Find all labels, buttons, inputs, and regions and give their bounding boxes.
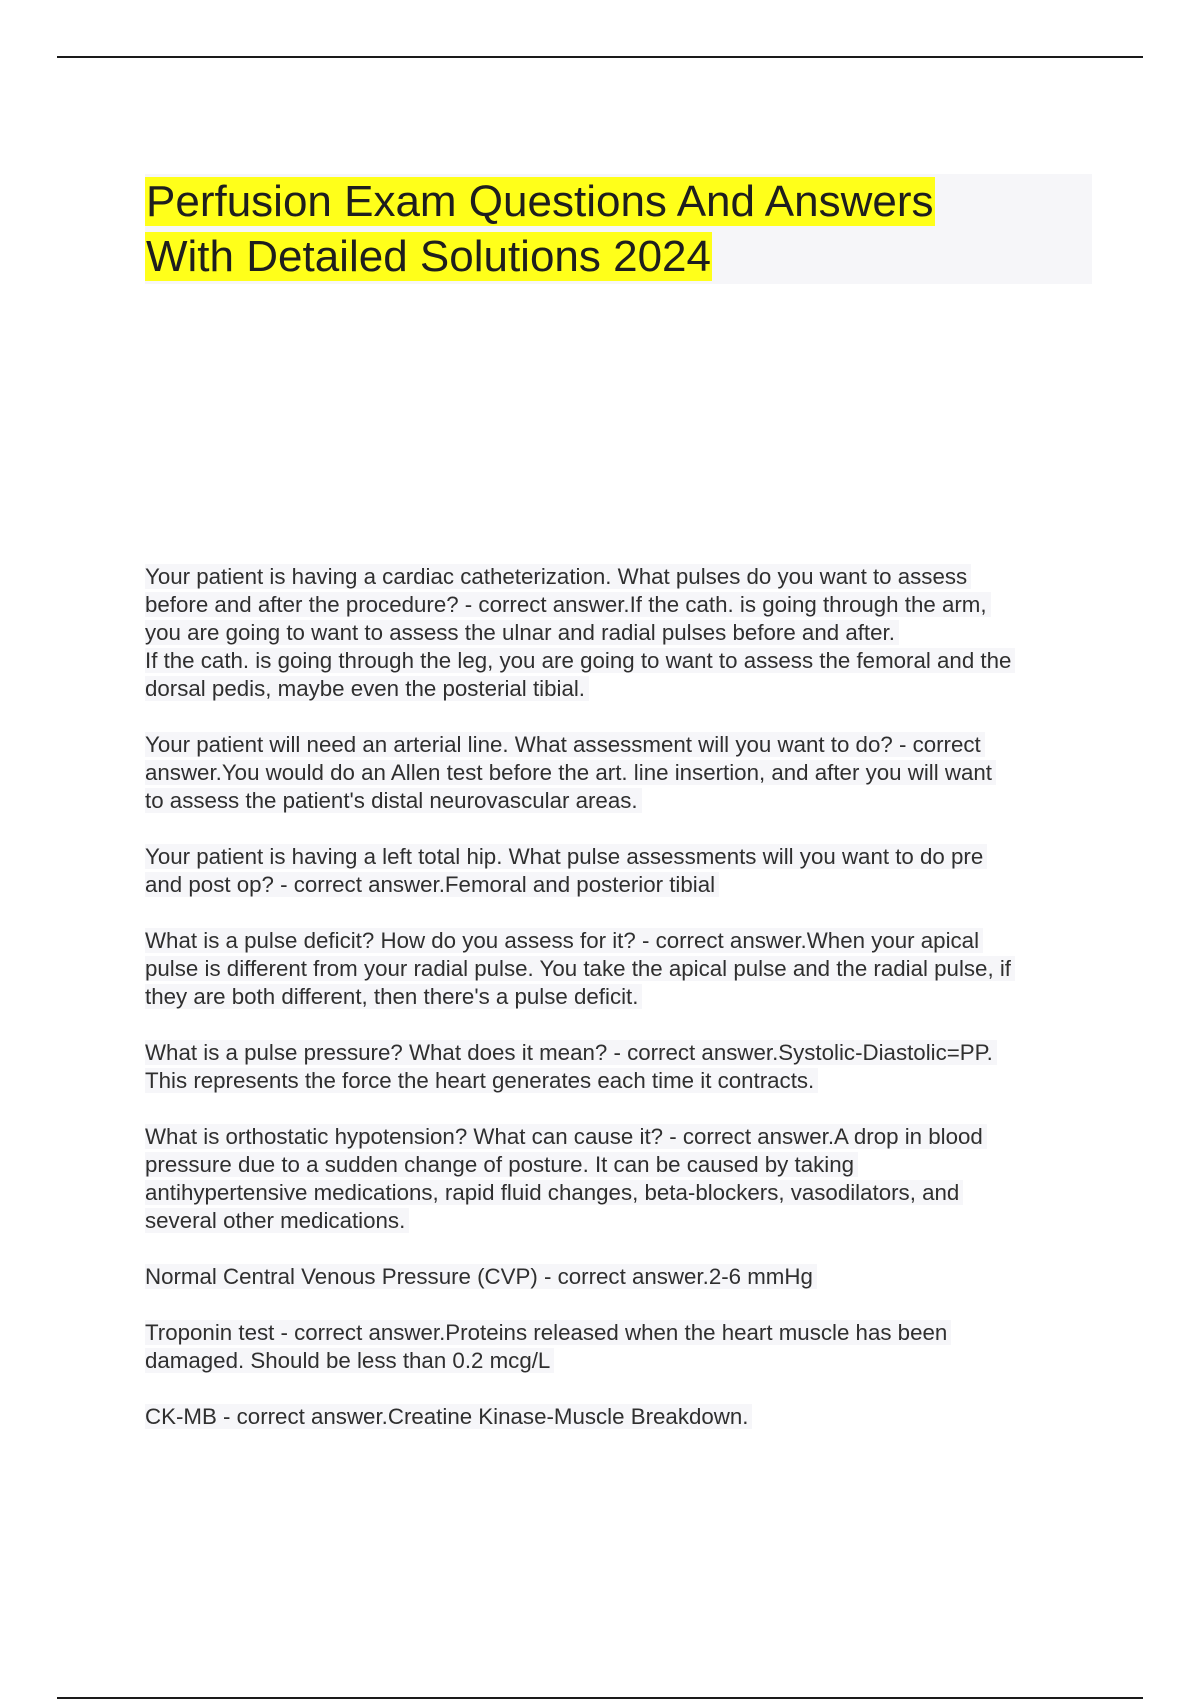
page-title [145, 174, 1092, 284]
qa-entry [145, 563, 1095, 703]
qa-line [145, 1347, 1095, 1375]
qa-line [145, 1263, 1095, 1291]
qa-line [145, 759, 1095, 787]
qa-line [145, 619, 1095, 647]
qa-line [145, 1319, 1095, 1347]
qa-line-text: several other medications. [145, 1208, 409, 1233]
qa-line-text: before and after the procedure? - correct answer.If the cath. is going through the arm, [145, 592, 991, 617]
qa-line [145, 1067, 1095, 1095]
qa-line-text: This represents the force the heart generates each time it contracts. [145, 1068, 818, 1093]
qa-line [145, 675, 1095, 703]
title-block [145, 174, 1092, 284]
qa-line-text: pulse is different from your radial pulse. You take the apical pulse and the radial pulse, if [145, 956, 1015, 981]
qa-line-text: answer.You would do an Allen test before the art. line insertion, and after you will want [145, 760, 996, 785]
qa-entry [145, 1123, 1095, 1235]
qa-line-text: Troponin test - correct answer.Proteins released when the heart muscle has been [145, 1320, 951, 1345]
header-rule [57, 56, 1143, 58]
qa-line-text: Your patient is having a left total hip. What pulse assessments will you want to do pre [145, 844, 987, 869]
qa-entry [145, 927, 1095, 1011]
qa-line [145, 647, 1095, 675]
qa-line [145, 955, 1095, 983]
qa-line-text: antihypertensive medications, rapid fluid changes, beta-blockers, vasodilators, and [145, 1180, 963, 1205]
footer-rule [57, 1697, 1143, 1699]
qa-line [145, 1207, 1095, 1235]
qa-entry [145, 1039, 1095, 1095]
qa-line [145, 1403, 1095, 1431]
qa-line [145, 1179, 1095, 1207]
qa-entry [145, 843, 1095, 899]
qa-line-text: damaged. Should be less than 0.2 mcg/L [145, 1348, 554, 1373]
qa-line-text: CK-MB - correct answer.Creatine Kinase-Muscle Breakdown. [145, 1404, 752, 1429]
qa-line [145, 927, 1095, 955]
title-line-2: With Detailed Solutions 2024 [146, 232, 711, 281]
qa-line-text: Normal Central Venous Pressure (CVP) - correct answer.2-6 mmHg [145, 1264, 817, 1289]
qa-line-text: they are both different, then there's a pulse deficit. [145, 984, 642, 1009]
qa-line-text: What is orthostatic hypotension? What can cause it? - correct answer.A drop in blood [145, 1124, 987, 1149]
qa-line [145, 1039, 1095, 1067]
qa-entry [145, 1263, 1095, 1291]
qa-line-text: and post op? - correct answer.Femoral and posterior tibial [145, 872, 719, 897]
title-line-1: Perfusion Exam Questions And Answers [146, 177, 934, 226]
qa-line-text: dorsal pedis, maybe even the posterial tibial. [145, 676, 589, 701]
qa-line-text: What is a pulse deficit? How do you assess for it? - correct answer.When your apical [145, 928, 983, 953]
qa-line [145, 843, 1095, 871]
qa-line-text: What is a pulse pressure? What does it mean? - correct answer.Systolic-Diastolic=PP. [145, 1040, 997, 1065]
qa-line-text: Your patient will need an arterial line. What assessment will you want to do? - correct [145, 732, 985, 757]
qa-line-text: to assess the patient's distal neurovascular areas. [145, 788, 642, 813]
qa-line [145, 871, 1095, 899]
qa-list [145, 563, 1095, 1459]
qa-entry [145, 1319, 1095, 1375]
qa-line [145, 731, 1095, 759]
qa-line-text: Your patient is having a cardiac catheterization. What pulses do you want to assess [145, 564, 971, 589]
qa-line [145, 787, 1095, 815]
qa-line [145, 591, 1095, 619]
qa-line [145, 563, 1095, 591]
qa-line-text: If the cath. is going through the leg, you are going to want to assess the femoral and the [145, 648, 1015, 673]
qa-entry [145, 731, 1095, 815]
qa-line [145, 983, 1095, 1011]
qa-line [145, 1151, 1095, 1179]
qa-line-text: pressure due to a sudden change of posture. It can be caused by taking [145, 1152, 858, 1177]
qa-line [145, 1123, 1095, 1151]
qa-entry [145, 1403, 1095, 1431]
qa-line-text: you are going to want to assess the ulnar and radial pulses before and after. [145, 620, 899, 645]
